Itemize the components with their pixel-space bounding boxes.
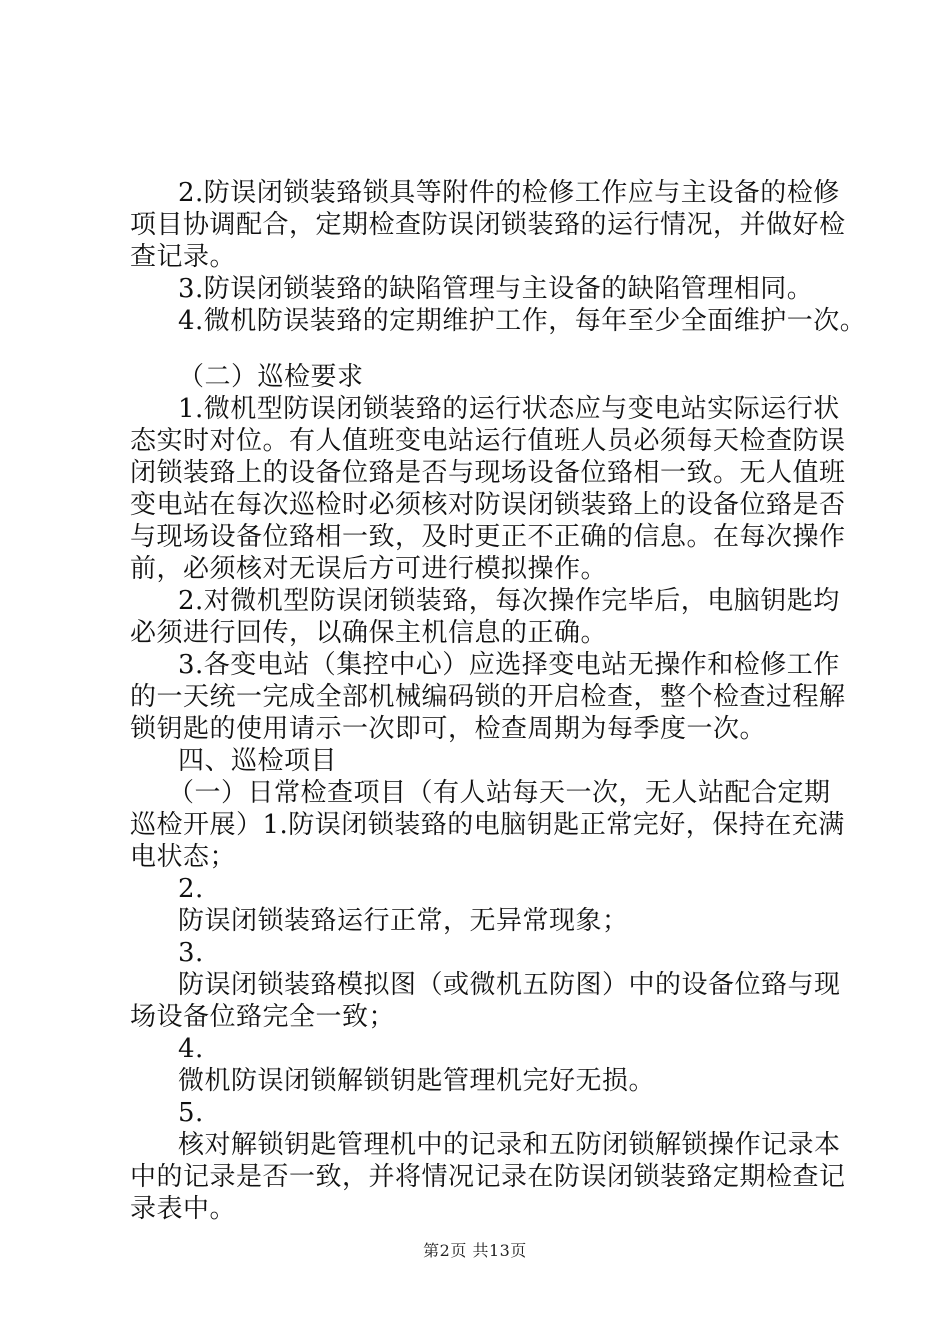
paragraph-line: 巡检开展）1.防误闭锁装臵的电脑钥匙正常完好，保持在充满 xyxy=(130,810,845,840)
paragraph-line: 核对解锁钥匙管理机中的记录和五防闭锁解锁操作记录本 xyxy=(178,1130,841,1160)
list-number: 4. xyxy=(178,1034,204,1064)
paragraph-line: 的一天统一完成全部机械编码锁的开启检查，整个检查过程解 xyxy=(130,682,846,712)
paragraph-line: 1.微机型防误闭锁装臵的运行状态应与变电站实际运行状 xyxy=(178,394,840,424)
page-footer: 第2页 共13页 xyxy=(423,1241,527,1260)
paragraph-line: 3.各变电站（集控中心）应选择变电站无操作和检修工作 xyxy=(178,650,840,680)
list-number: 5. xyxy=(178,1098,204,1128)
paragraph-line: 必须进行回传，以确保主机信息的正确。 xyxy=(130,618,608,648)
section-heading: （二）巡检要求 xyxy=(178,362,364,392)
paragraph-line: 前，必须核对无误后方可进行模拟操作。 xyxy=(130,554,608,584)
paragraph-line: 3.防误闭锁装臵的缺陷管理与主设备的缺陷管理相同。 xyxy=(178,274,814,304)
paragraph-line: 电状态； xyxy=(130,842,237,872)
paragraph-line: 2.对微机型防误闭锁装臵，每次操作完毕后，电脑钥匙均 xyxy=(178,586,840,616)
list-number: 3. xyxy=(178,938,204,968)
paragraph-line: 中的记录是否一致，并将情况记录在防误闭锁装臵定期检查记 xyxy=(130,1162,846,1192)
paragraph-line: 项目协调配合，定期检查防误闭锁装臵的运行情况，并做好检 xyxy=(130,210,846,240)
paragraph-line: 场设备位臵完全一致； xyxy=(130,1002,396,1032)
paragraph-line: 查记录。 xyxy=(130,242,237,272)
paragraph-line: 防误闭锁装臵模拟图（或微机五防图）中的设备位臵与现 xyxy=(178,970,841,1000)
paragraph-line: 变电站在每次巡检时必须核对防误闭锁装臵上的设备位臵是否 xyxy=(130,490,846,520)
list-number: 2. xyxy=(178,874,204,904)
paragraph-line: 与现场设备位臵相一致，及时更正不正确的信息。在每次操作 xyxy=(130,522,846,552)
paragraph-line: 微机防误闭锁解锁钥匙管理机完好无损。 xyxy=(178,1066,656,1096)
paragraph-line: 2.防误闭锁装臵锁具等附件的检修工作应与主设备的检修 xyxy=(178,178,840,208)
paragraph-line: （一）日常检查项目（有人站每天一次，无人站配合定期 xyxy=(168,778,831,808)
paragraph-line: 闭锁装臵上的设备位臵是否与现场设备位臵相一致。无人值班 xyxy=(130,458,846,488)
paragraph-line: 防误闭锁装臵运行正常，无异常现象； xyxy=(178,906,629,936)
paragraph-line: 录表中。 xyxy=(130,1194,237,1224)
paragraph-line: 4.微机防误装臵的定期维护工作，每年至少全面维护一次。 xyxy=(178,306,867,336)
section-heading: 四、巡检项目 xyxy=(178,746,338,776)
paragraph-line: 态实时对位。有人值班变电站运行值班人员必须每天检查防误 xyxy=(130,426,846,456)
paragraph-line: 锁钥匙的使用请示一次即可，检查周期为每季度一次。 xyxy=(130,714,767,744)
